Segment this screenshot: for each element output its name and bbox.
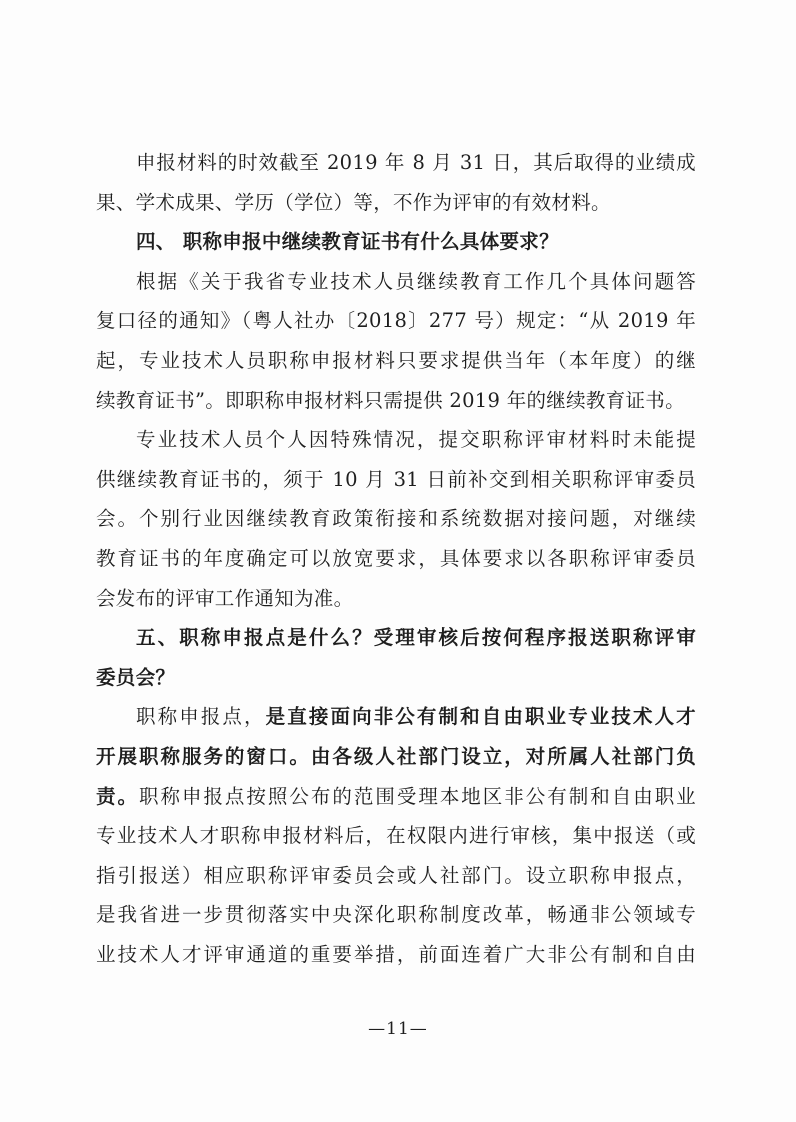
- section-heading-5-continued: 委员会？: [96, 665, 176, 689]
- text-line: 供继续教育证书的，须于 10 月 31 日前补交到相关职称评审委员: [96, 467, 696, 491]
- text-line: 是我省进一步贯彻落实中央深化职称制度改革，畅通非公领域专: [96, 903, 696, 927]
- text-line: 会发布的评审工作通知为准。: [96, 586, 354, 610]
- plain-text: 职称申报点，: [136, 705, 266, 729]
- text-line: 专业技术人员个人因特殊情况，提交职称评审材料时未能提: [136, 428, 696, 452]
- text-line: 指引报送）相应职称评审委员会或人社部门。设立职称申报点，: [96, 863, 696, 887]
- body-text: [96, 143, 696, 974]
- text-line: 根据《关于我省专业技术人员继续教育工作几个具体问题答: [136, 269, 696, 293]
- text-line: 专业技术人才职称申报材料后，在权限内进行审核，集中报送（或: [96, 824, 696, 848]
- text-line: 起，专业技术人员职称申报材料只要求提供当年（本年度）的继: [96, 348, 696, 372]
- text-line: 教育证书的年度确定可以放宽要求，具体要求以各职称评审委员: [96, 546, 696, 570]
- text-line: 会。个别行业因继续教育政策衔接和系统数据对接问题，对继续: [96, 507, 696, 531]
- bold-text: 是直接面向非公有制和自由职业专业技术人才: [265, 705, 696, 729]
- text-line: 业技术人才评审通道的重要举措，前面连着广大非公有制和自由: [96, 942, 696, 966]
- plain-text: 职称申报点按照公布的范围受理本地区非公有制和自由职业: [138, 784, 696, 808]
- text-line: 果、学术成果、学历（学位）等，不作为评审的有效材料。: [96, 190, 611, 214]
- text-line: 复口径的通知》（粤人社办〔2018〕277 号）规定：“从 2019 年: [96, 309, 696, 333]
- text-line-mixed: [96, 697, 696, 737]
- section-heading-5: 五、职称申报点是什么？受理审核后按何程序报送职称评审: [136, 626, 696, 650]
- text-line: 开展职称服务的窗口。由各级人社部门设立，对所属人社部门负: [96, 744, 696, 768]
- page-number: —11—: [368, 1019, 428, 1039]
- text-line: 申报材料的时效截至 2019 年 8 月 31 日，其后取得的业绩成: [136, 151, 696, 174]
- text-line: 续教育证书”。即职称申报材料只需提供 2019 年的继续教育证书。: [96, 388, 685, 412]
- document-body: [96, 143, 696, 974]
- bold-text: 责。: [96, 784, 139, 808]
- section-heading-4: 四、 职称申报中继续教育证书有什么具体要求？: [136, 230, 559, 254]
- text-line-mixed: [96, 777, 696, 817]
